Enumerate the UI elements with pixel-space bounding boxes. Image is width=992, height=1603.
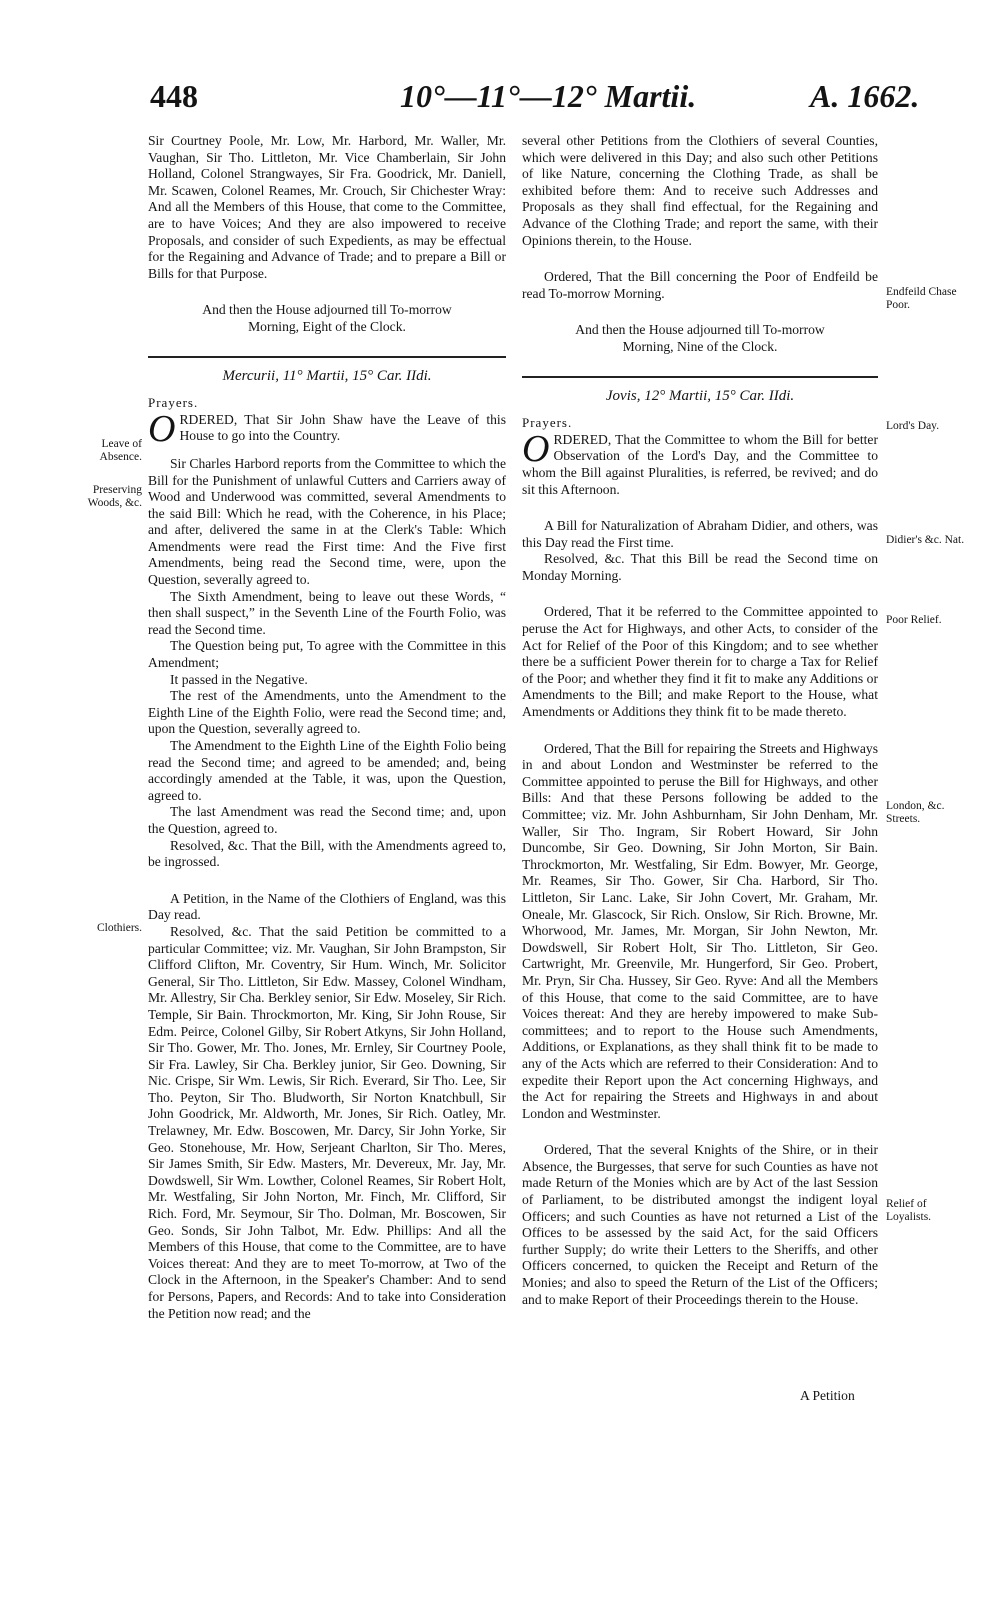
prayers-heading: Prayers. bbox=[148, 395, 199, 411]
catchword: A Petition bbox=[800, 1388, 855, 1403]
page-year: A. 1662. bbox=[810, 78, 920, 114]
ordered-paragraph: ORDERED, That Sir John Shaw have the Leave of this House to go into the Country. bbox=[148, 407, 506, 450]
paragraph: Ordered, That the several Knights of the Shire, or in their Absence, the Burgesses, that serve for such Counties as have not made Return of the Monies which are by Act of the last Session of Parliament, to be distributed amongst the indigent loyal Officers; and such Counties as have not returned a List of the Offices to be assessed by the said Act, for the said Officers further Supply; do write their Letters to the Sheriffs, and other Officers concerned, to quicken the Receipt and Return of the Monies; and also to speed the Return of the List of the Officers; and to make Report of their Proceedings therein to the House. bbox=[522, 1142, 878, 1307]
paragraph: Ordered, That the Bill for repairing the Streets and Highways in and about London and Westminster be referred to the Committee appointed to peruse the Bill for Highways, and other Bills: And that these Persons following be added to the Committee; viz. Mr. John Ashburnham, Sir John Denham, Mr. Waller, Sir Tho. Ingram, Sir Robert Howard, Sir John Duncombe, Sir Geo. Downing, Sir John Morton, Sir Bain. Throckmorton, Mr. Westfaling, Sir Edm. Bowyer, Mr. George, Mr. Reames, Sir Tho. Gower, Sir Cha. Harbord, Sir Tho. Littleton, Sir Lanc. Lake, Sir John Covert, Mr. Graham, Mr. Oneale, Mr. Glascock, Sir Rich. Onslow, Sir Rich. Browne, Mr. Whorwood, Mr. James, Mr. Morgan, Sir John Newton, Mr. Dowdswell, Sir Robert Holt, Sir Tho. Littleton, Sir Geo. Cartwright, Mr. Greenvile, Mr. Hungerford, Sir Geo. Probert, Mr. Pryn, Sir Cha. Hussey, Sir Geo. Ryve: And all the Members of this House, that come to the said Committee, are to have Voices thereat: And they are hereby impowered to make Sub-committees; and to report to the House such Amendments, Additions, or Explanations, as they shall think fit to be made to any of the Acts which are referred to their Consideration: And to expedite their Report upon the Act concerning Highways, and the Act for repairing the Streets and Highways in and about London and Westminster. bbox=[522, 740, 878, 1121]
paragraph: A Petition, in the Name of the Clothiers of England, was this Day read. bbox=[148, 890, 506, 923]
page-number: 448 bbox=[150, 78, 198, 114]
section-rule bbox=[148, 356, 506, 358]
margin-note-didier: Didier's &c. Nat. bbox=[886, 534, 965, 546]
paragraph: Sir Courtney Poole, Mr. Low, Mr. Harbord, Mr. Waller, Mr. Vaughan, Sir Tho. Littleton, Mr. Vice Chamberlain, Sir John Holland, Colonel Strangwayes, Sir Fra. Goodrick, Mr. Daniell, Mr. Scawen, Colonel Reames, Mr. Crouch, Sir Chichester Wray: And all the Members of this House, that come to the Committee, are to have Voices; And they are also impowered to receive Proposals, and consider of such Expedients, as may be effectual for the Regaining and Advance of Trade; and to prepare a Bill or Bills for that Purpose. bbox=[148, 133, 506, 281]
paragraph: Resolved, &c. That the said Petition be committed to a particular Committee; viz. Mr. Vaughan, Sir John Brampston, Sir Clifford Clifton, Mr. Coventry, Sir Hum. Winch, Mr. Solicitor General, Sir Tho. Littleton, Sir Edw. Massey, Colonel Windham, Mr. Allestry, Sir Cha. Berkley senior, Sir Edw. Moseley, Sir Rich. Temple, Sir Bain. Throckmorton, Mr. King, Sir John Rouse, Sir Edm. Peirce, Colonel Gilby, Sir Robert Atkyns, Sir John Holland, Sir Tho. Gower, Mr. Tho. Jones, Mr. Ernley, Sir Courtney Poole, Sir Fra. Lawley, Sir Cha. Berkley junior, Sir Geo. Downing, Sir Nic. Crispe, Sir Wm. Lewis, Sir Rich. Everard, Sir Tho. Lee, Sir Tho. Peyton, Sir Tho. Bludworth, Sir Norton Knatchbull, Sir John Goodrick, Mr. Aldworth, Mr. Jones, Sir Rich. Oatley, Mr. Trelawney, Mr. Edw. Boscowen, Mr. Darcy, Sir John Yorke, Sir Geo. Stonehouse, Mr. How, Serjeant Charlton, Sir Tho. Meres, Sir James Smith, Sir Edw. Masters, Mr. Devereux, Mr. Jay, Mr. Dowdswell, Sir Wm. Lowther, Colonel Reames, Sir Robert Holt, Mr. Westfaling, Sir John Norton, Mr. Finch, Mr. Clifford, Sir Rich. Ford, Mr. Seymour, Sir Tho. Dolman, Mr. Boscowen, Sir Geo. Sonds, Sir John Talbot, Mr. Edw. Phillips: And all the Members of this House, that come to the Committee, are to have Voices thereat: And they are to meet To-morrow, at Two of the Clock in the Afternoon, in the Speaker's Chamber: And to send for Persons, Papers, and Records: And to take into Consideration the Petition now read; and the bbox=[148, 923, 506, 1321]
margin-note-woods: Preserving Woods, &c. bbox=[87, 484, 142, 509]
paragraph: The Amendment to the Eighth Line of the Eighth Folio being read the Second time; and agreed to be amended; and, being accordingly amended at the Table, it was, upon the Question, agreed to. bbox=[148, 738, 506, 803]
paragraph: A Bill for Naturalization of Abraham Didier, and others, was this Day read the First time. bbox=[522, 518, 878, 550]
page-dates: 10°—11°—12° Martii. bbox=[400, 78, 697, 114]
left-column bbox=[148, 133, 506, 1322]
section-rule bbox=[522, 376, 878, 378]
page-header bbox=[150, 78, 940, 124]
paragraph: The rest of the Amendments, unto the Amendment to the Eighth Line of the Eighth Folio, were read the Second time; and, upon the Question, severally agreed to. bbox=[148, 688, 506, 737]
paragraph: It passed in the Negative. bbox=[170, 671, 308, 687]
margin-note-poor: Poor Relief. bbox=[886, 614, 942, 626]
adjournment: And then the House adjourned till To-morrow Morning, Eight of the Clock. bbox=[202, 302, 452, 334]
margin-note-clothiers: Clothiers. bbox=[96, 922, 142, 934]
margin-note-london: London, &c. Streets. bbox=[886, 800, 945, 825]
margin-note-endfeild: Endfeild Chase Poor. bbox=[886, 286, 957, 311]
paragraph: Ordered, That it be referred to the Committee appointed to peruse the Act for Highways, and other Acts, to consider of the Act for Relief of the Poor of this Kingdom; and to see whether there be a sufficient Power therein for to charge a Tax for Relief of the Poor; and whether they find it fit to make any Additions or Amendments to the Bill; and make Report to the House, what Amendments or Additions they think fit to be made thereto. bbox=[522, 604, 878, 720]
day-heading: Jovis, 12° Martii, 15° Car. IIdi. bbox=[605, 387, 795, 404]
prayers-heading: Prayers. bbox=[522, 415, 573, 431]
paragraph: several other Petitions from the Clothiers of several Counties, which were delivered in this Day; and also such other Petitions of like Nature, concerning the Clothing Trade, as shall be exhibited before them: And to receive such Addresses and Proposals as they shall find effectual, for the Regaining and Advance of the Clothing Trade; and report the same, with their Opinions therein, to the House. bbox=[522, 133, 878, 248]
paragraph: The Sixth Amendment, being to leave out these Words, “ then shall suspect,” in the Seventh Line of the Fourth Folio, was read the Second time. bbox=[148, 588, 506, 637]
right-column bbox=[522, 133, 878, 1308]
paragraph: The last Amendment was read the Second time; and, upon the Question, agreed to. bbox=[148, 804, 506, 836]
margin-note-leave: Leave of Absence. bbox=[99, 438, 142, 463]
drop-cap: O bbox=[148, 407, 176, 450]
margin-note-loyalists: Relief of Loyalists. bbox=[886, 1198, 932, 1223]
drop-cap: O bbox=[522, 427, 550, 470]
paragraph: Resolved, &c. That the Bill, with the Amendments agreed to, be ingrossed. bbox=[148, 837, 506, 870]
margin-note-lords-day: Lord's Day. bbox=[886, 420, 940, 432]
ordered-paragraph: ORDERED, That the Committee to whom the Bill for better Observation of the Lord's Day, and the Committee to whom the Bill against Pluralities, is referred, be revived; and do sit this Afternoon. bbox=[522, 427, 878, 497]
adjournment: And then the House adjourned till To-morrow Morning, Nine of the Clock. bbox=[575, 322, 825, 354]
paragraph: Resolved, &c. That this Bill be read the Second time on Monday Morning. bbox=[522, 551, 878, 583]
paragraph: Sir Charles Harbord reports from the Committee to which the Bill for the Punishment of unlawful Cutters and Carriers away of Wood and Underwood was committed, several Amendments to the said Bill: Which he read, with the Coherence, in his Place; and after, delivered the same in at the Clerk's Table: Which Amendments were read the First time: And the Five first Amendments, being read the Second time, were, upon the Question, severally agreed to. bbox=[148, 455, 506, 588]
paragraph: The Question being put, To agree with the Committee in this Amendment; bbox=[148, 638, 506, 671]
paragraph: Ordered, That the Bill concerning the Poor of Endfeild be read To-morrow Morning. bbox=[522, 269, 878, 301]
day-heading: Mercurii, 11° Martii, 15° Car. IIdi. bbox=[222, 367, 432, 384]
